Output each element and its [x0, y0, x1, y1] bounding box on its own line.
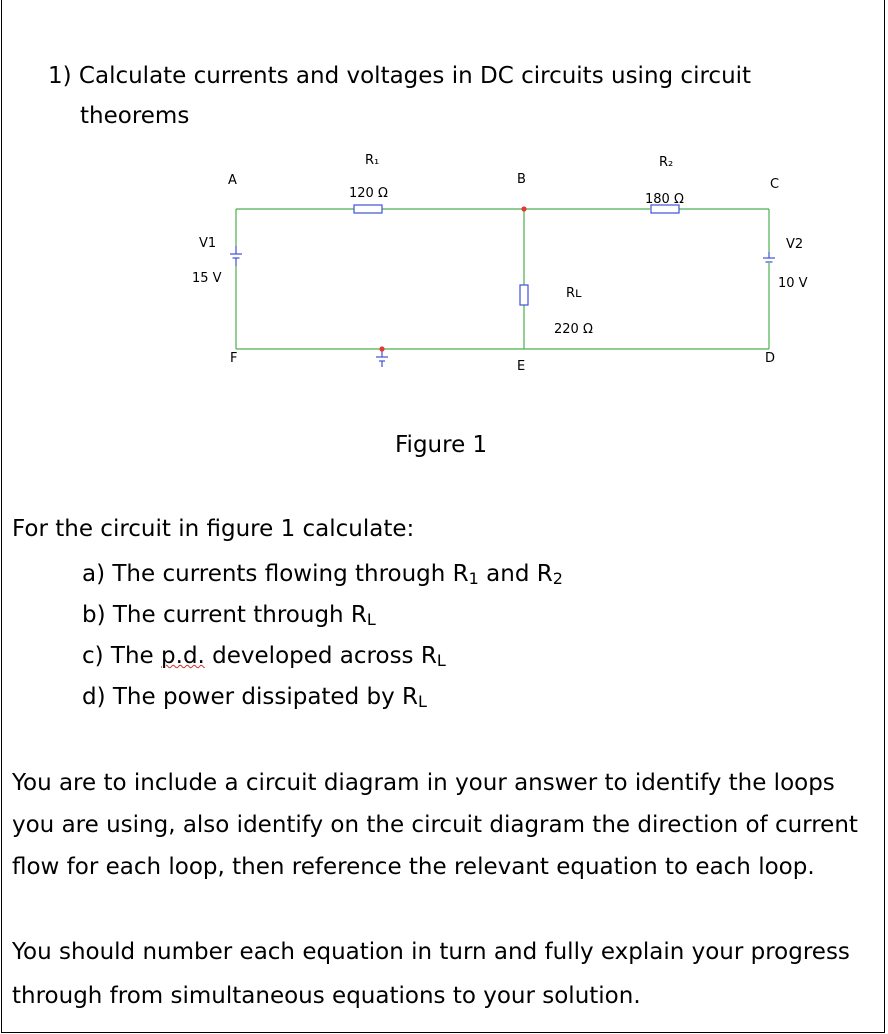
rl-label: Rʟ	[566, 286, 582, 301]
question-heading	[48, 56, 808, 136]
v1-battery	[230, 246, 242, 266]
r2-value: 180 Ω	[645, 192, 684, 207]
part-b: b) The current through RL	[82, 602, 376, 629]
part-c: c) The p.d. developed across RL	[82, 643, 446, 670]
question-line-1: 1) Calculate currents and voltages in DC circuits using circuit	[48, 63, 752, 89]
r1-label: R₁	[365, 153, 380, 168]
r1-resistor	[354, 205, 382, 213]
figure-caption: Figure 1	[395, 432, 488, 458]
node-f-label: F	[230, 351, 238, 366]
wires	[236, 209, 769, 349]
node-e-label: E	[517, 359, 526, 374]
v1-label: V1	[199, 236, 217, 251]
part-a: a) The currents flowing through R1 and R2	[82, 561, 563, 588]
r2-label: R₂	[659, 155, 674, 170]
instructions-paragraph-2: You should number each equation in turn and fully explain your progress through from simultaneous equations to your solution.	[12, 939, 850, 1009]
v2-label: V2	[786, 237, 804, 252]
v1-value: 15 V	[192, 271, 222, 286]
rl-value: 220 Ω	[554, 322, 593, 337]
node-c-label: C	[770, 177, 780, 192]
spellcheck-word: p.d.	[161, 643, 205, 669]
node-d-label: D	[765, 351, 776, 366]
ground-symbol	[376, 349, 388, 367]
task-intro: For the circuit in figure 1 calculate:	[12, 516, 415, 542]
r1-value: 120 Ω	[349, 186, 388, 201]
v2-battery	[763, 252, 775, 262]
circuit-diagram	[0, 135, 888, 385]
ground-node-dot	[379, 346, 384, 351]
node-b-label: B	[517, 172, 526, 187]
v2-value: 10 V	[778, 276, 808, 291]
rl-resistor	[520, 285, 528, 305]
part-d: d) The power dissipated by RL	[82, 684, 427, 711]
instructions-paragraph-1: You are to include a circuit diagram in your answer to identify the loops you are using, also identify on the circuit diagram the direction of current flow for each loop, then reference the relevant equation to each loop.	[12, 770, 858, 880]
question-line-2: theorems	[80, 103, 190, 129]
node-a-label: A	[228, 173, 237, 188]
node-b-dot	[521, 206, 526, 211]
task-parts	[82, 558, 563, 722]
